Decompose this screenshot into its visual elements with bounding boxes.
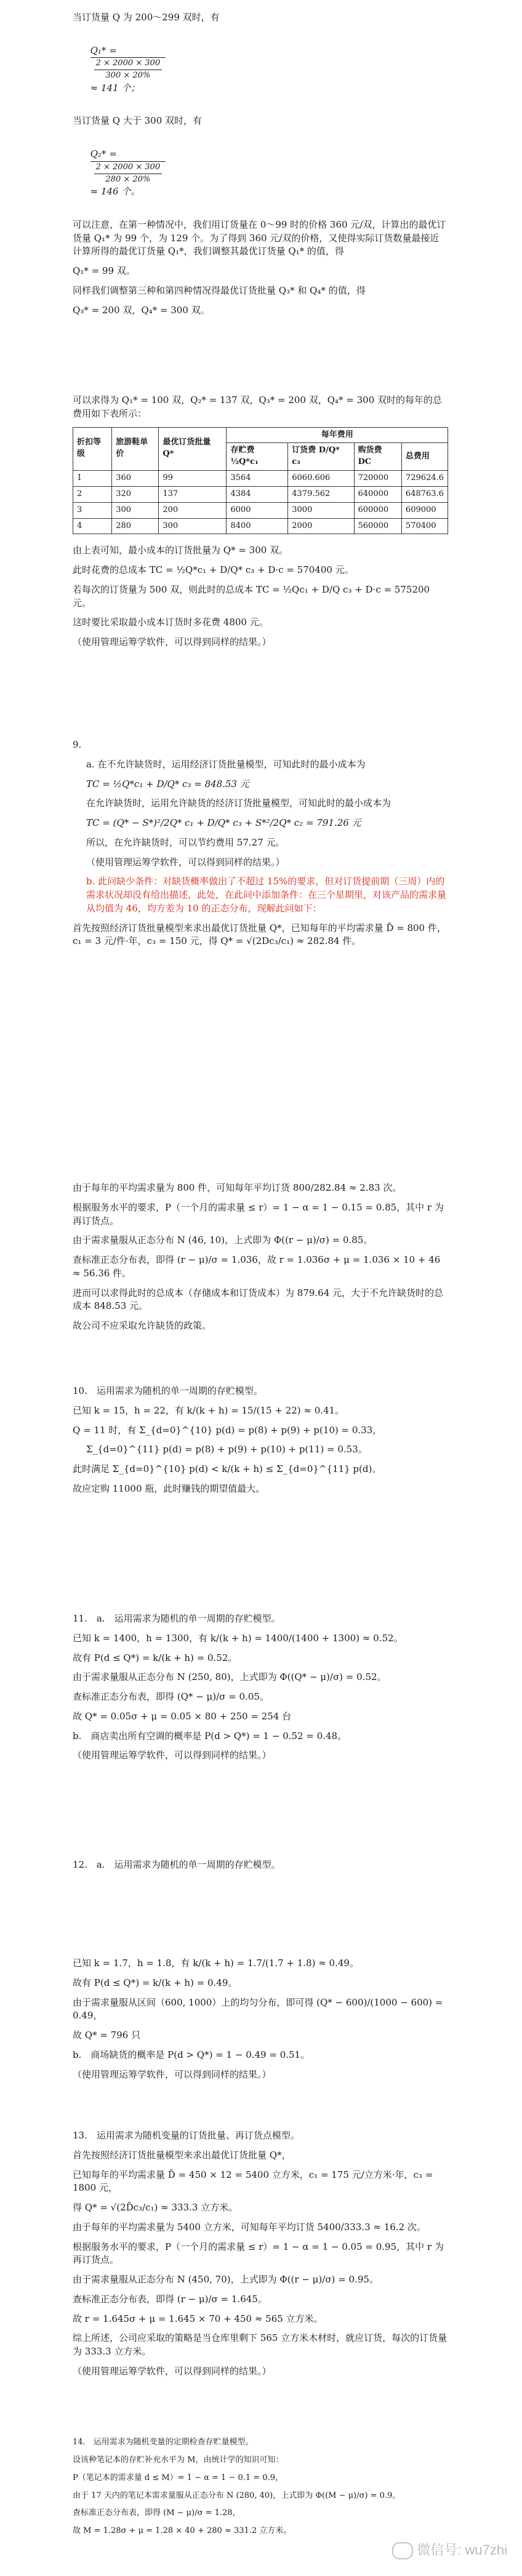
table-cell: 4: [73, 518, 112, 534]
text-line: 设该种笔记本的存贮补充水平为 M，由统计学的知识可知：: [73, 2455, 284, 2465]
text-line: 由上表可知，最小成本的订货批量为 Q* = 300 双。: [73, 545, 289, 556]
question-heading: 11. a. 运用需求为随机的单一周期的存贮模型。: [73, 1613, 281, 1624]
text-line: a. 在不允许缺货时，运用经济订货批量模型，可知此时的最小成本为: [86, 758, 366, 770]
text-line: 已知 k = 1400，h = 1300，有 k/(k + h) = 1400/(1400 + 1300) ≈ 0.52。: [73, 1632, 403, 1644]
table-cell: 4384: [227, 486, 288, 502]
text-line: 所以，在允许缺货时，可以节约费用 57.27 元。: [86, 836, 285, 848]
table-cell: 640000: [354, 486, 401, 502]
table-group-header: 每年费用: [227, 427, 448, 443]
table-cell: 2: [73, 486, 112, 502]
text-line: 根据服务水平的要求，P（一个月的需求量 ≤ r）= 1 − α = 1 − 0.15 = 0.85，其中 r 为再订货点。: [73, 1201, 444, 1226]
text-line: 故应定购 11000 瓶，此时赚钱的期望值最大。: [73, 1482, 265, 1494]
formula-line: TC = (Q* − S*)²/2Q* c₁ + D/Q* c₃ + S*²/2Q* c₂ = 791.26 元: [86, 817, 361, 828]
section-question-13: [73, 2129, 448, 2385]
annual-cost-table: [73, 427, 448, 535]
table-row: [73, 518, 448, 534]
note-text: b. 此问缺少条件：对缺货概率做出了不超过 15%的要求，但对订货提前期（三周）内的需求状况却没有给出描述，此处，在此问中添加条件：在三个星期里，对该产品的需求量从均值为 46，均方差为 10 的正态分布，现解此问如下：: [86, 876, 447, 914]
table-cell: 3000: [288, 502, 354, 518]
table-cell: 137: [159, 486, 227, 502]
text-line: （使用管理运筹学软件，可以得到同样的结果。）: [73, 636, 271, 648]
text-line: b. 商店卖出所有空调的概率是 P(d > Q*) = 1 − 0.52 = 0.48。: [73, 1730, 347, 1742]
table-header: 存贮费 ½Q*c₁: [227, 443, 288, 471]
text-line: 当订货量 Q 大于 300 双时，有: [73, 115, 203, 127]
formula-q2: Q₂* = $\frac{2 \times 2000 \times 300}{280 \times 20\%}$ ≈ 146 个。: [73, 134, 448, 212]
text-line: 若每次的订货量为 500 双，则此时的总成本 TC = ½Qc₁ + D/Q c₃ + D·c = 575200 元。: [73, 583, 433, 609]
table-cell: 280: [112, 518, 159, 534]
table-header: 订货费 D/Q* c₃: [288, 443, 354, 471]
question-heading: 14. 运用需求为随机变量的定期检查存贮量模型。: [73, 2438, 254, 2447]
table-cell: 4379.562: [288, 486, 354, 502]
text-line: 查标准正态分布表，即得 (r − μ)/σ = 1.036，故 r = 1.036σ + μ = 1.036 × 10 + 46 ≈ 56.36 件。: [73, 1254, 444, 1279]
text-line: 此时花费的总成本 TC = ½Q*c₁ + D/Q* c₃ + D·c = 570400 元。: [73, 564, 354, 576]
table-cell: 300: [112, 502, 159, 518]
formula-q1: Q₁* = $\frac{2 \times 2000 \times 300}{300 \times 20\%}$ ≈ 141 个；: [73, 31, 448, 109]
table-cell: 3: [73, 502, 112, 518]
text-line: 故有 P(d ≤ Q*) = k/(k + h) = 0.49。: [73, 1977, 238, 1988]
text-line: 由于需求量服从正态分布 N (46, 10)，上式即为 Φ((r − μ)/σ) = 0.85。: [73, 1234, 373, 1246]
text-line: （使用管理运筹学软件，可以得到同样的结果。）: [86, 856, 285, 868]
table-cell: 99: [159, 471, 227, 487]
question-heading: 13. 运用需求为随机变量的订货批量、再订货点模型。: [73, 2130, 300, 2141]
table-cell: 320: [112, 486, 159, 502]
text-line: 当订货量 Q 为 200～299 双时，有: [73, 12, 220, 23]
text-line: 由于需求量服从区间（600, 1000）上的均匀分布，即可得 (Q* − 600)/(1000 − 600) = 0.49，: [73, 1996, 446, 2022]
section-question-9-cont: [73, 1182, 448, 1339]
text-line: 可以求得为 Q₁* = 100 双，Q₂* = 137 双，Q₃* = 200 双，Q₄* = 300 双时的每年的总费用如下表所示：: [73, 394, 443, 419]
text-line: 可以注意，在第一种情况中，我们用订货量在 0～99 时的价格 360 元/双，计算出的最优订货量 Q₁* 为 99 个，为 129 个。为了得到 360 元/双的价格，又使得实际订货数量最接近计算所得的最优订货量 Q₁*，我们调整其最优订货量 Q₁* 的值，得: [73, 218, 446, 257]
text-line: 已知 k = 1.7，h = 1.8，有 k/(k + h) = 1.7/(1.7 + 1.8) ≈ 0.49。: [73, 1958, 359, 1969]
section-question-11: [73, 1612, 448, 1769]
table-cell: 600000: [354, 502, 401, 518]
table-header: 总费用: [401, 443, 448, 471]
section-question-10: [73, 1385, 448, 1502]
text-line: 由于每年的平均需求量为 5400 立方米，可知每年平均订货 5400/333.3 ≈ 16.2 次。: [73, 2221, 426, 2233]
wechat-watermark: 微信号: wu7zhi: [392, 2540, 507, 2560]
text-line: 由于需求量服从正态分布 N (450, 70)，上式即为 Φ((r − μ)/σ) = 0.95。: [73, 2274, 379, 2285]
text-line: 此时满足 Σ_{d=0}^{10} p(d) < k/(k + h) ≤ Σ_{d=0}^{11} p(d)。: [73, 1463, 382, 1474]
table-cell: 1: [73, 471, 112, 487]
text-line: 首先按照经济订货批量模型来求出最优订货批量 Q*，: [73, 2149, 291, 2161]
table-cell: 200: [159, 502, 227, 518]
section-question-12-cont: [73, 1957, 448, 2087]
text-line: 故 r = 1.645σ + μ = 1.645 × 70 + 450 ≈ 565 立方米。: [73, 2313, 323, 2324]
text-line: （使用管理运筹学软件，可以得到同样的结果。）: [73, 2365, 271, 2377]
table-header: 旅游鞋单价: [112, 427, 159, 471]
section-discount-cases: [73, 11, 448, 323]
text-line: 得 Q* = √(2D̄c₃/c₁) ≈ 333.3 立方米。: [73, 2202, 238, 2213]
text-line: Q₁* = 99 双。: [73, 265, 135, 277]
text-line: 综上所述，公司应采取的策略是当仓库里剩下 565 立方米木材时，就应订货，每次的订货量为 333.3 立方米。: [73, 2332, 448, 2357]
text-line: 故有 P(d ≤ Q*) = k/(k + h) = 0.52。: [73, 1652, 238, 1663]
text-line: 查标准正态分布表，即得 (Q* − μ)/σ = 0.05。: [73, 1691, 269, 1702]
text-line: 同样我们调整第三种和第四种情况得最优订货批量 Q₃* 和 Q₄* 的值，得: [73, 284, 366, 296]
table-cell: 360: [112, 471, 159, 487]
text-line: b. 商场缺货的概率是 P(d > Q*) = 1 − 0.49 = 0.51。: [73, 2049, 310, 2060]
text-line: Σ_{d=0}^{11} p(d) = p(8) + p(9) + p(10) + p(11) = 0.53。: [86, 1444, 367, 1455]
text-line: 故 Q* = 796 只: [73, 2030, 141, 2041]
table-cell: 300: [159, 518, 227, 534]
wechat-icon: [392, 2542, 413, 2559]
section-question-9: [73, 738, 448, 954]
text-line: 故 M = 1.28σ + μ = 1.28 × 40 + 280 ≈ 331.2 立方米。: [73, 2526, 292, 2536]
table-cell: 6060.606: [288, 471, 354, 487]
table-cell: 570400: [401, 518, 448, 534]
text-line: （使用管理运筹学软件，可以得到同样的结果。）: [73, 2068, 271, 2080]
question-number: 9.: [73, 739, 82, 750]
text-line: 这时要比采取最小成本订货时多花费 4800 元。: [73, 617, 268, 628]
question-heading: 10. 运用需求为随机的单一周期的存贮模型。: [73, 1385, 263, 1396]
table-cell: 648763.6: [401, 486, 448, 502]
table-cell: 560000: [354, 518, 401, 534]
section-question-12: [73, 1858, 448, 1878]
text-line: 由于需求量服从正态分布 N (250, 80)，上式即为 Φ((Q* − μ)/σ) = 0.52。: [73, 1671, 387, 1683]
table-cell: 3564: [227, 471, 288, 487]
section-cost-table: [73, 394, 448, 655]
formula-line: TC = ½Q*c₁ + D/Q* c₃ = 848.53 元: [86, 778, 249, 790]
table-cell: 729624.6: [401, 471, 448, 487]
text-line: 根据服务水平的要求，P（一个月的需求量 ≤ r）= 1 − α = 1 − 0.05 = 0.95，其中 r 为再订货点。: [73, 2241, 444, 2266]
text-line: （使用管理运筹学软件，可以得到同样的结果。）: [73, 1750, 271, 1761]
table-cell: 609000: [401, 502, 448, 518]
table-row: [73, 502, 448, 518]
text-line: 首先按照经济订货批量模型来求出最优订货批量 Q*，已知每年的平均需求量 D̄ = 800 件，c₁ = 3 元/件·年，c₃ = 150 元，得 Q* = √(2Dc₃/c₁) ≈ 282.84 件。: [73, 922, 446, 947]
table-cell: 2000: [288, 518, 354, 534]
table-header: 最优订货批量 Q*: [159, 427, 227, 471]
table-header: 购货费 DC: [354, 443, 401, 471]
table-cell: 720000: [354, 471, 401, 487]
question-heading: 12. a. 运用需求为随机的单一周期的存贮模型。: [73, 1859, 281, 1870]
text-line: 已知每年的平均需求量 D̄ = 450 × 12 = 5400 立方米，c₁ = 175 元/立方米·年，c₃ = 1800 元，: [73, 2169, 436, 2194]
table-row: [73, 471, 448, 487]
text-line: 查标准正态分布表，即得 (M − μ)/σ = 1.28，: [73, 2508, 241, 2518]
text-line: Q₃* = 200 双，Q₄* = 300 双。: [73, 304, 210, 316]
table-cell: 6000: [227, 502, 288, 518]
text-line: 由于每年的平均需求量为 800 件，可知每年平均订货 800/282.84 ≈ 2.83 次。: [73, 1182, 402, 1193]
text-line: P（笔记本的需求量 d ≤ M）= 1 − α = 1 − 0.1 = 0.9，: [73, 2473, 283, 2482]
text-line: 故公司不应采取允许缺货的政策。: [73, 1320, 212, 1331]
text-line: 在允许缺货时，运用允许缺货的经济订货批量模型，可知此时的最小成本为: [86, 798, 392, 809]
text-line: Q = 11 时，有 Σ_{d=0}^{10} p(d) = p(8) + p(9) + p(10) = 0.33，: [73, 1424, 382, 1436]
text-line: 进而可以求得此时的总成本（存储成本和订货成本）为 879.64 元，大于不允许缺货时的总成本 848.53 元。: [73, 1287, 444, 1312]
table-cell: 8400: [227, 518, 288, 534]
text-line: 故 Q* = 0.05σ + μ = 0.05 × 80 + 250 = 254 台: [73, 1710, 292, 1722]
text-line: 已知 k = 15，h = 22，有 k/(k + h) = 15/(15 + 22) ≈ 0.41。: [73, 1404, 345, 1416]
text-line: 查标准正态分布表，即得 (r − μ)/σ = 1.645。: [73, 2293, 267, 2305]
table-header: 折扣等级: [73, 427, 112, 471]
table-row: [73, 486, 448, 502]
text-line: 由于 17 天内的笔记本需求量服从正态分布 N (280, 40)，上式即为 Φ((M − μ)/σ) = 0.9。: [73, 2490, 401, 2500]
section-question-14: [73, 2437, 448, 2543]
